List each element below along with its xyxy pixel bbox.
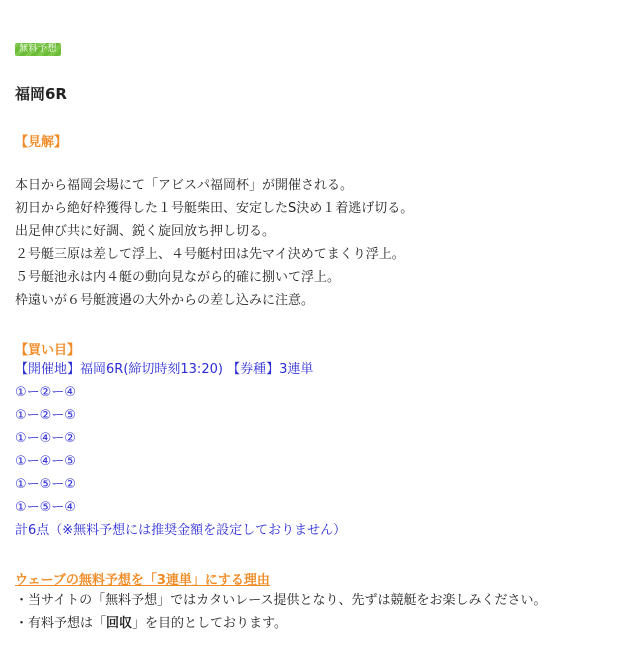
ticket-type-label: 【券種】 (227, 362, 280, 377)
reason-line (15, 616, 287, 632)
reason-title: ウェーブの無料予想を「3連単」にする理由 (15, 573, 270, 588)
combo-item: ①ー⑤ー② (15, 477, 76, 492)
venue-value: 福岡6R(締切時刻13:20) (80, 362, 223, 377)
combo-item: ①ー④ー② (15, 431, 76, 446)
analysis-line: 本日から福岡会場にて「アビスパ福岡杯」が開催される。 (15, 178, 354, 193)
analysis-heading: 【見解】 (15, 135, 68, 150)
analysis-line: ５号艇池永は内４艇の動向見ながら的確に捌いて浮上。 (15, 270, 341, 285)
reason-line-prefix: ・有料予想は「 (15, 616, 107, 631)
analysis-line: 初日から絶好枠獲得した１号艇柴田、安定したS決め１着逃げ切る。 (15, 201, 414, 216)
picks-heading: 【買い目】 (15, 343, 81, 358)
ticket-type-value: 3連単 (279, 362, 314, 377)
total-points: 計6点（※無料予想には推奨金額を設定しておりません） (15, 523, 347, 538)
venue-and-type-line (15, 362, 313, 378)
combo-item: ①ー④ー⑤ (15, 454, 76, 469)
venue-label: 【開催地】 (15, 362, 81, 377)
race-title: 福岡6R (15, 85, 67, 103)
analysis-line: ２号艇三原は差して浮上、４号艇村田は先マイ決めてまくり浮上。 (15, 247, 405, 262)
analysis-line: 枠遠いが６号艇渡邉の大外からの差し込みに注意。 (15, 293, 315, 308)
free-prediction-badge: 無料予想 (15, 43, 61, 56)
reason-line-strong: 回収 (106, 616, 133, 631)
combo-item: ①ー②ー⑤ (15, 408, 76, 423)
combo-item: ①ー⑤ー④ (15, 500, 76, 515)
analysis-line: 出足伸び共に好調、鋭く旋回放ち押し切る。 (15, 224, 276, 239)
reason-line-suffix: 」を目的としております。 (132, 616, 287, 631)
combo-item: ①ー②ー④ (15, 385, 76, 400)
reason-line: ・当サイトの「無料予想」ではカタいレース提供となり、先ずは競艇をお楽しみください。 (15, 593, 547, 608)
